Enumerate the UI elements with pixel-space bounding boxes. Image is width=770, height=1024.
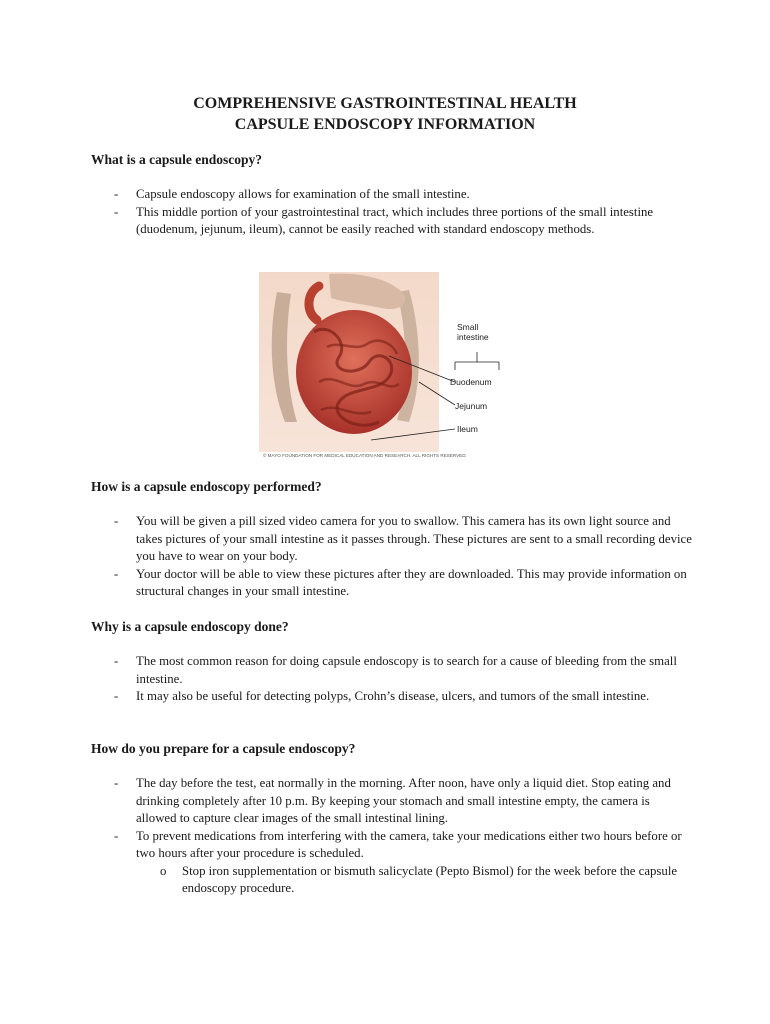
section-heading-how-performed: How is a capsule endoscopy performed? [91,479,322,494]
list-item: - The most common reason for doing capsule endoscopy is to search for a cause of bleeding from the small intestine. [114,654,677,686]
circle-bullet-icon: o [160,863,167,878]
label-ileum: Ileum [457,424,478,434]
label-jejunum: Jejunum [455,401,488,411]
section-list-why [112,653,692,706]
list-item: - Capsule endoscopy allows for examination of the small intestine. [114,187,470,201]
section-list-how-performed [112,513,692,601]
section-heading-prepare: How do you prepare for a capsule endoscopy? [91,741,356,756]
list-item: - You will be given a pill sized video camera for you to swallow. This camera has its own light source and takes pictures of your small intestine as it passes through. These pictures are sent to a small recording device you have to wear on your body. [114,514,692,563]
document-title [0,93,770,135]
title-line-1: COMPREHENSIVE GASTROINTESTINAL HEALTH [193,95,577,112]
list-item: - The day before the test, eat normally in the morning. After noon, have only a liquid diet. Stop eating and drinking completely after 10 p.m. By keeping your stomach and small intestine empty, the camera is allowed to capture clear images of the small intestinal lining. [114,776,671,825]
list-item: - This middle portion of your gastrointestinal tract, which includes three portions of the small intestine (duodenum, jejunum, ileum), cannot be easily reached with standard endoscopy methods. [114,204,654,236]
section-heading-what: What is a capsule endoscopy? [91,152,263,167]
label-duodenum: Duodenum [450,377,492,387]
label-small-intestine-2: intestine [457,332,489,342]
section-list-what [112,186,692,239]
list-item: - It may also be useful for detecting polyps, Crohn’s disease, ulcers, and tumors of the small intestine. [114,689,650,703]
title-line-2: CAPSULE ENDOSCOPY INFORMATION [234,116,536,133]
section-heading-why: Why is a capsule endoscopy done? [91,619,289,634]
label-small-intestine-1: Small [457,322,479,332]
small-intestine-illustration [259,272,511,460]
section-list-prepare [112,775,692,898]
anatomy-diagram [259,272,511,460]
figure-credit: © MAYO FOUNDATION FOR MEDICAL EDUCATION AND RESEARCH. ALL RIGHTS RESERVED. [263,453,467,458]
list-item: - To prevent medications from interfering with the camera, take your medications either two hours before or two hours after your procedure is scheduled. [114,828,682,860]
list-item: - Your doctor will be able to view these pictures after they are downloaded. This may provide information on structural changes in your small intestine. [114,566,687,598]
sub-list-item: o Stop iron supplementation or bismuth salicyclate (Pepto Bismol) for the week before the capsule endoscopy procedure. [160,863,678,895]
